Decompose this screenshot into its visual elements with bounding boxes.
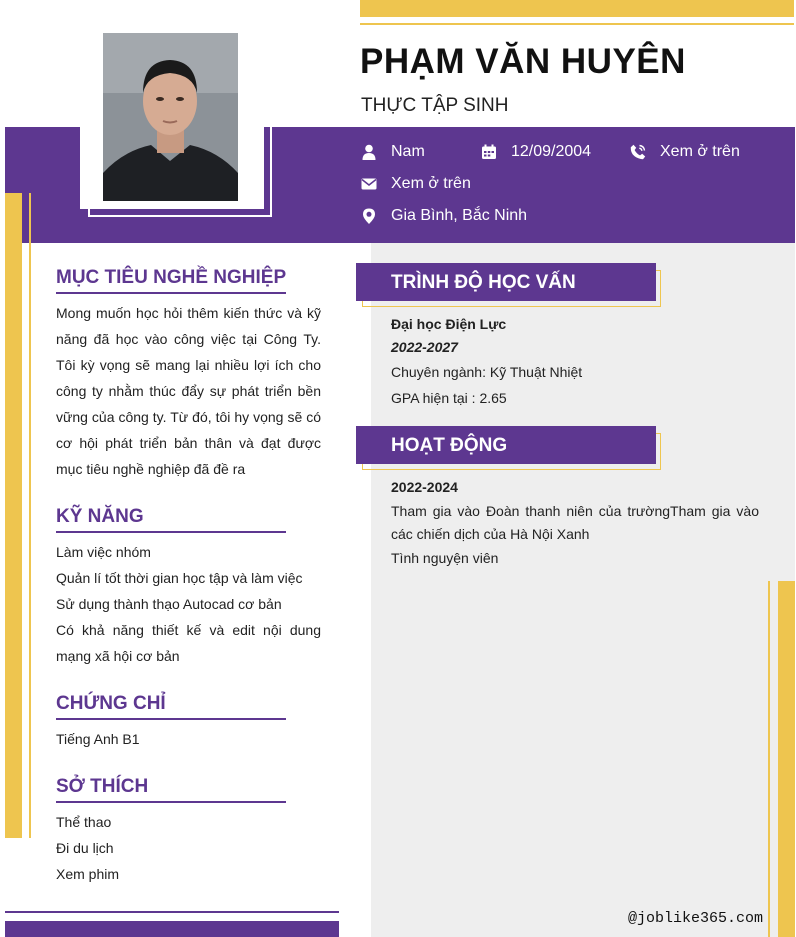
- avatar: [103, 33, 238, 201]
- activities-title: HOẠT ĐỘNG: [391, 435, 508, 456]
- top-yellow-line: [360, 23, 794, 25]
- right-yellow-line: [768, 581, 770, 937]
- bottom-purple-line: [5, 911, 339, 913]
- birthday-value: 12/09/2004: [511, 143, 592, 160]
- hobby-item: Đi du lịch: [56, 840, 114, 856]
- certificates-title: CHỨNG CHỈ: [56, 693, 166, 714]
- skills-title: KỸ NĂNG: [56, 506, 144, 527]
- education-years: 2022-2027: [391, 339, 458, 355]
- email-info: [361, 175, 471, 193]
- top-yellow-bar: [360, 0, 794, 17]
- hobby-item: Thể thao: [56, 814, 112, 830]
- hobby-item: Xem phim: [56, 866, 120, 882]
- candidate-name: PHẠM VĂN HUYÊN: [360, 42, 686, 81]
- right-yellow-bar: [778, 581, 795, 937]
- education-gpa: GPA hiện tại : 2.65: [391, 390, 507, 406]
- skill-item: Có khả năng thiết kế và edit nội dung mạng xã hội cơ bản: [56, 622, 321, 664]
- hobbies-underline: [56, 801, 286, 803]
- objective-underline: [56, 292, 286, 294]
- email-value: Xem ở trên: [391, 175, 471, 192]
- skill-item: Sử dụng thành thạo Autocad cơ bản: [56, 596, 282, 612]
- hobbies-title: SỞ THÍCH: [56, 776, 149, 797]
- birthday-info: [481, 143, 591, 161]
- map-pin-icon: [361, 208, 377, 224]
- activities-description: Tham gia vào Đoàn thanh niên của trườngTham gia vào các chiến dịch của Hà Nội Xanh: [391, 503, 759, 542]
- user-icon: [361, 144, 377, 160]
- phone-info: [630, 143, 740, 161]
- skill-item: Quản lí tốt thời gian học tập và làm việc: [56, 570, 303, 586]
- address-value: Gia Bình, Bắc Ninh: [391, 207, 528, 224]
- activities-role: Tình nguyện viên: [391, 550, 499, 566]
- gender-info: [361, 143, 425, 161]
- objective-title: MỤC TIÊU NGHỀ NGHIỆP: [56, 267, 287, 288]
- education-title: TRÌNH ĐỘ HỌC VẤN: [391, 272, 576, 293]
- left-yellow-line: [29, 193, 31, 838]
- phone-icon: [630, 144, 646, 160]
- bottom-purple-bar: [5, 921, 339, 937]
- phone-value: Xem ở trên: [660, 143, 740, 160]
- skills-underline: [56, 531, 286, 533]
- certificates-underline: [56, 718, 286, 720]
- education-major: Chuyên ngành: Kỹ Thuật Nhiệt: [391, 364, 583, 380]
- calendar-icon: [481, 144, 497, 160]
- skill-item: Làm việc nhóm: [56, 544, 151, 560]
- certificate-item: Tiếng Anh B1: [56, 731, 140, 747]
- left-yellow-bar: [5, 193, 22, 838]
- activities-years: 2022-2024: [391, 479, 458, 495]
- watermark: @joblike365.com: [628, 910, 764, 927]
- objective-text: Mong muốn học hỏi thêm kiến thức và kỹ năng đã học vào công việc tại Công Ty. Tôi kỳ vọng sẽ mang lại nhiều lợi ích cho công ty nhằm thúc đẩy sự phát triển bền vững của công ty. Từ đó, tôi hy vọng sẽ có cơ hội phát triển bản thân và đạt được mục tiêu nghề nghiệp đã đề ra: [56, 305, 321, 477]
- job-title: THỰC TẬP SINH: [361, 95, 509, 116]
- education-school: Đại học Điện Lực: [391, 316, 507, 332]
- gender-value: Nam: [391, 143, 425, 160]
- envelope-icon: [361, 176, 377, 192]
- address-info: [361, 207, 527, 225]
